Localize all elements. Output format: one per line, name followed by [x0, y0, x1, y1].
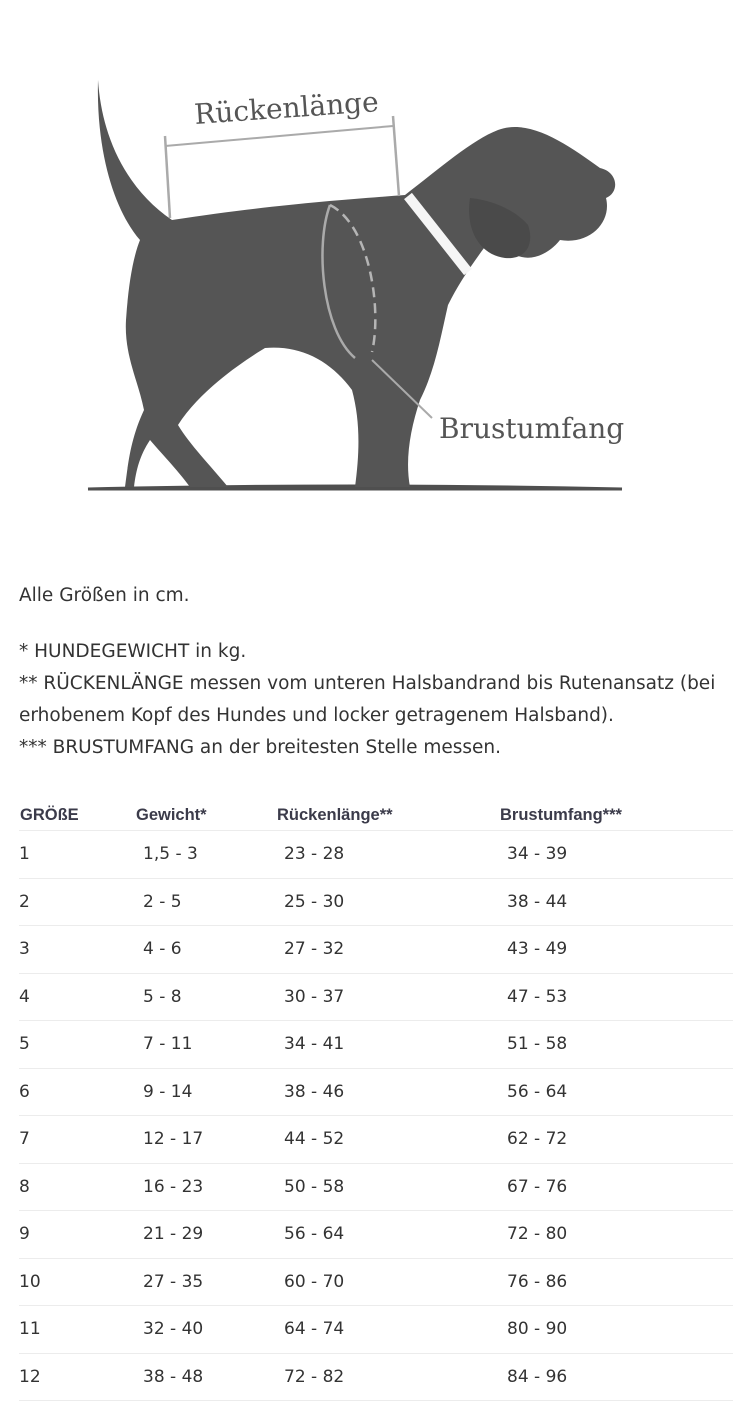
- weight-note: * HUNDEGEWICHT in kg.: [19, 641, 247, 662]
- table-row: [19, 973, 733, 1021]
- cell-back-length: 56 - 64: [276, 1211, 499, 1259]
- cell-back-length: 34 - 41: [276, 1021, 499, 1069]
- cell-weight: 16 - 23: [135, 1163, 276, 1211]
- cell-back-length: 38 - 46: [276, 1068, 499, 1116]
- table-row: [19, 1258, 733, 1306]
- cell-chest-girth: 76 - 86: [499, 1258, 733, 1306]
- size-table: [19, 800, 733, 1401]
- cell-size: 12: [19, 1353, 135, 1401]
- cell-back-length: 30 - 37: [276, 973, 499, 1021]
- cell-back-length: 72 - 82: [276, 1353, 499, 1401]
- back-length-note: ** RÜCKENLÄNGE messen vom unteren Halsbandrand bis Rutenansatz (bei erhobenem Kopf des Hundes und locker getragenem Halsband).: [19, 673, 716, 726]
- cell-chest-girth: 38 - 44: [499, 878, 733, 926]
- cell-back-length: 64 - 74: [276, 1306, 499, 1354]
- cell-size: 8: [19, 1163, 135, 1211]
- cell-chest-girth: 72 - 80: [499, 1211, 733, 1259]
- cell-weight: 7 - 11: [135, 1021, 276, 1069]
- cell-chest-girth: 67 - 76: [499, 1163, 733, 1211]
- table-row: [19, 1021, 733, 1069]
- header-chest-girth: Brustumfang***: [499, 800, 733, 831]
- cell-weight: 27 - 35: [135, 1258, 276, 1306]
- cell-size: 9: [19, 1211, 135, 1259]
- cell-chest-girth: 62 - 72: [499, 1116, 733, 1164]
- units-note: Alle Größen in cm.: [19, 585, 190, 606]
- cell-size: 11: [19, 1306, 135, 1354]
- cell-size: 1: [19, 831, 135, 879]
- table-row: [19, 878, 733, 926]
- cell-size: 7: [19, 1116, 135, 1164]
- chest-girth-label: Brustumfang: [439, 412, 625, 445]
- cell-back-length: 60 - 70: [276, 1258, 499, 1306]
- table-row: [19, 1068, 733, 1116]
- chest-girth-note: *** BRUSTUMFANG an der breitesten Stelle messen.: [19, 737, 502, 758]
- header-weight: Gewicht*: [135, 800, 276, 831]
- cell-chest-girth: 84 - 96: [499, 1353, 733, 1401]
- cell-back-length: 27 - 32: [276, 926, 499, 974]
- cell-weight: 38 - 48: [135, 1353, 276, 1401]
- header-size: GRÖßE: [19, 800, 135, 831]
- cell-size: 5: [19, 1021, 135, 1069]
- cell-weight: 4 - 6: [135, 926, 276, 974]
- cell-size: 4: [19, 973, 135, 1021]
- table-row: [19, 1353, 733, 1401]
- cell-weight: 5 - 8: [135, 973, 276, 1021]
- cell-chest-girth: 80 - 90: [499, 1306, 733, 1354]
- cell-weight: 21 - 29: [135, 1211, 276, 1259]
- table-row: [19, 1163, 733, 1211]
- table-row: [19, 1116, 733, 1164]
- cell-back-length: 23 - 28: [276, 831, 499, 879]
- cell-size: 10: [19, 1258, 135, 1306]
- cell-size: 2: [19, 878, 135, 926]
- back-length-tick-right: [393, 116, 399, 196]
- cell-weight: 2 - 5: [135, 878, 276, 926]
- table-row: [19, 831, 733, 879]
- back-length-label: Rückenlänge: [193, 85, 380, 131]
- cell-chest-girth: 56 - 64: [499, 1068, 733, 1116]
- cell-back-length: 50 - 58: [276, 1163, 499, 1211]
- table-row: [19, 1211, 733, 1259]
- cell-chest-girth: 34 - 39: [499, 831, 733, 879]
- table-row: [19, 926, 733, 974]
- cell-back-length: 25 - 30: [276, 878, 499, 926]
- back-length-tick-left: [165, 136, 170, 218]
- cell-size: 6: [19, 1068, 135, 1116]
- table-header-row: [19, 800, 733, 831]
- cell-weight: 9 - 14: [135, 1068, 276, 1116]
- cell-size: 3: [19, 926, 135, 974]
- header-back-length: Rückenlänge**: [276, 800, 499, 831]
- cell-chest-girth: 47 - 53: [499, 973, 733, 1021]
- cell-chest-girth: 51 - 58: [499, 1021, 733, 1069]
- intro-notes: [19, 580, 734, 764]
- cell-chest-girth: 43 - 49: [499, 926, 733, 974]
- dog-measurement-figure: [0, 0, 750, 560]
- table-row: [19, 1306, 733, 1354]
- cell-back-length: 44 - 52: [276, 1116, 499, 1164]
- cell-weight: 12 - 17: [135, 1116, 276, 1164]
- cell-weight: 1,5 - 3: [135, 831, 276, 879]
- ground-line: [88, 486, 622, 489]
- cell-weight: 32 - 40: [135, 1306, 276, 1354]
